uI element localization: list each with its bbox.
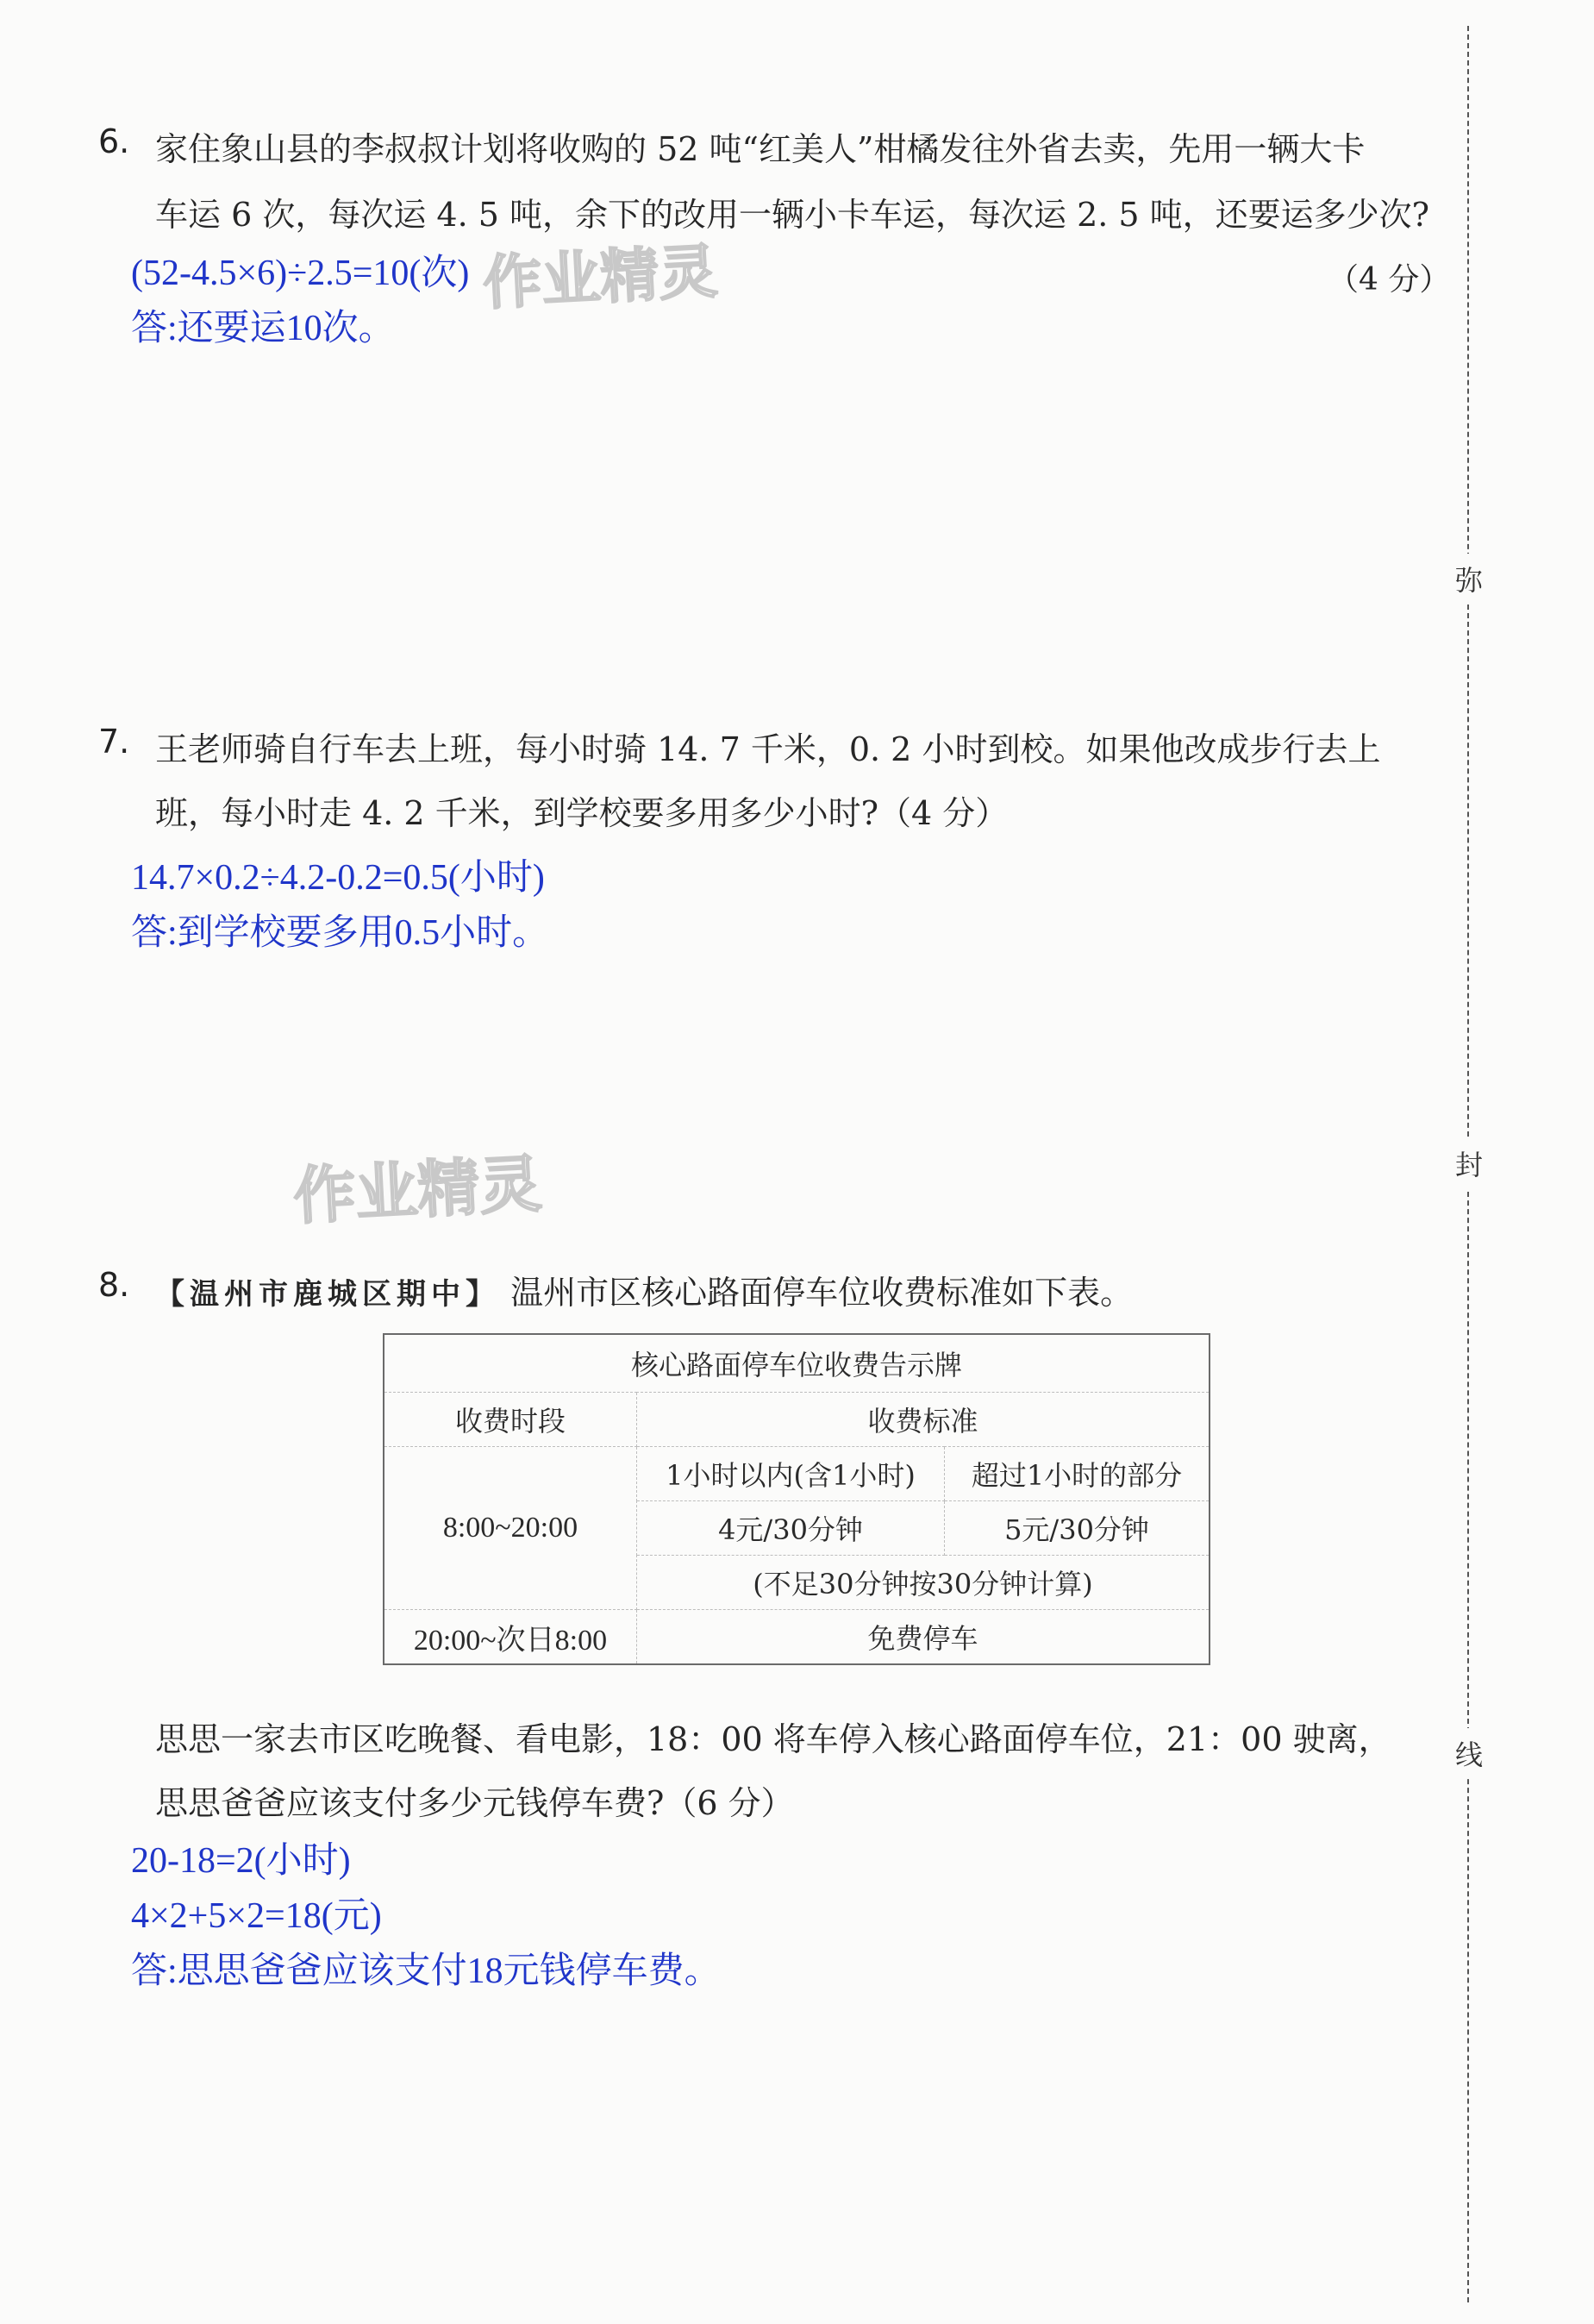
question-8-answer-step-1: 20-18=2(小时) xyxy=(131,1841,351,1881)
table-subheader-within: 1小时以内(含1小时) xyxy=(637,1447,945,1501)
table-cell-rate-within: 4元/30分钟 xyxy=(637,1501,945,1556)
question-6-answer-formula: (52-4.5×6)÷2.5=10(次) xyxy=(131,254,470,293)
question-7-line-1: 王老师骑自行车去上班，每小时骑 14. 7 千米，0. 2 小时到校。如果他改成步行去上 xyxy=(155,730,1381,768)
table-header-time: 收费时段 xyxy=(384,1393,637,1447)
question-8-line-2: 思思爸爸应该支付多少元钱停车费?（6 分） xyxy=(155,1784,794,1822)
question-6-score: （4 分） xyxy=(1328,262,1451,298)
question-6-line-1: 家住象山县的李叔叔计划将收购的 52 吨“红美人”柑橘发往外省去卖，先用一辆大卡 xyxy=(155,130,1366,168)
margin-char-mi: 弥 xyxy=(1455,554,1483,604)
table-subheader-over: 超过1小时的部分 xyxy=(945,1447,1210,1501)
question-7-number: 7. xyxy=(98,723,130,761)
table-cell-rate-over: 5元/30分钟 xyxy=(945,1501,1210,1556)
question-7-answer: 答:到学校要多用0.5小时。 xyxy=(131,913,549,953)
question-6-answer: 答:还要运10次。 xyxy=(131,309,395,348)
table-cell-day-period: 8:00~20:00 xyxy=(384,1447,637,1610)
question-8-answer-step-2: 4×2+5×2=18(元) xyxy=(131,1896,382,1936)
question-8-source-tag: 【温州市鹿城区期中】 xyxy=(155,1277,500,1312)
table-title: 核心路面停车位收费告示牌 xyxy=(384,1334,1210,1393)
watermark: 作业精灵 xyxy=(291,1147,544,1233)
question-8-line-1: 思思一家去市区吃晚餐、看电影，18：00 将车停入核心路面停车位，21：00 驶离， xyxy=(155,1720,1391,1758)
margin-char-feng: 封 xyxy=(1455,1138,1483,1188)
question-8-intro-text: 温州市区核心路面停车位收费标准如下表。 xyxy=(510,1274,1134,1312)
margin-char-xian: 线 xyxy=(1455,1728,1483,1778)
question-8-number: 8. xyxy=(98,1266,130,1304)
question-6-number: 6. xyxy=(98,122,130,160)
question-7-answer-formula: 14.7×0.2÷4.2-0.2=0.5(小时) xyxy=(131,858,545,898)
parking-fee-table xyxy=(383,1333,1210,1665)
question-8-intro xyxy=(155,1266,1133,1313)
question-8-answer: 答:思思爸爸应该支付18元钱停车费。 xyxy=(131,1951,721,1991)
table-cell-night-period: 20:00~次日8:00 xyxy=(384,1610,637,1665)
question-6-line-2: 车运 6 次，每次运 4. 5 吨，余下的改用一辆小卡车运，每次运 2. 5 吨，还要运多少次? xyxy=(155,196,1430,234)
table-cell-free: 免费停车 xyxy=(637,1610,1210,1665)
question-7-line-2: 班，每小时走 4. 2 千米，到学校要多用多少小时?（4 分） xyxy=(155,794,1009,832)
table-header-standard: 收费标准 xyxy=(637,1393,1210,1447)
watermark: 作业精灵 xyxy=(481,237,720,319)
table-cell-note: (不足30分钟按30分钟计算) xyxy=(637,1556,1210,1610)
